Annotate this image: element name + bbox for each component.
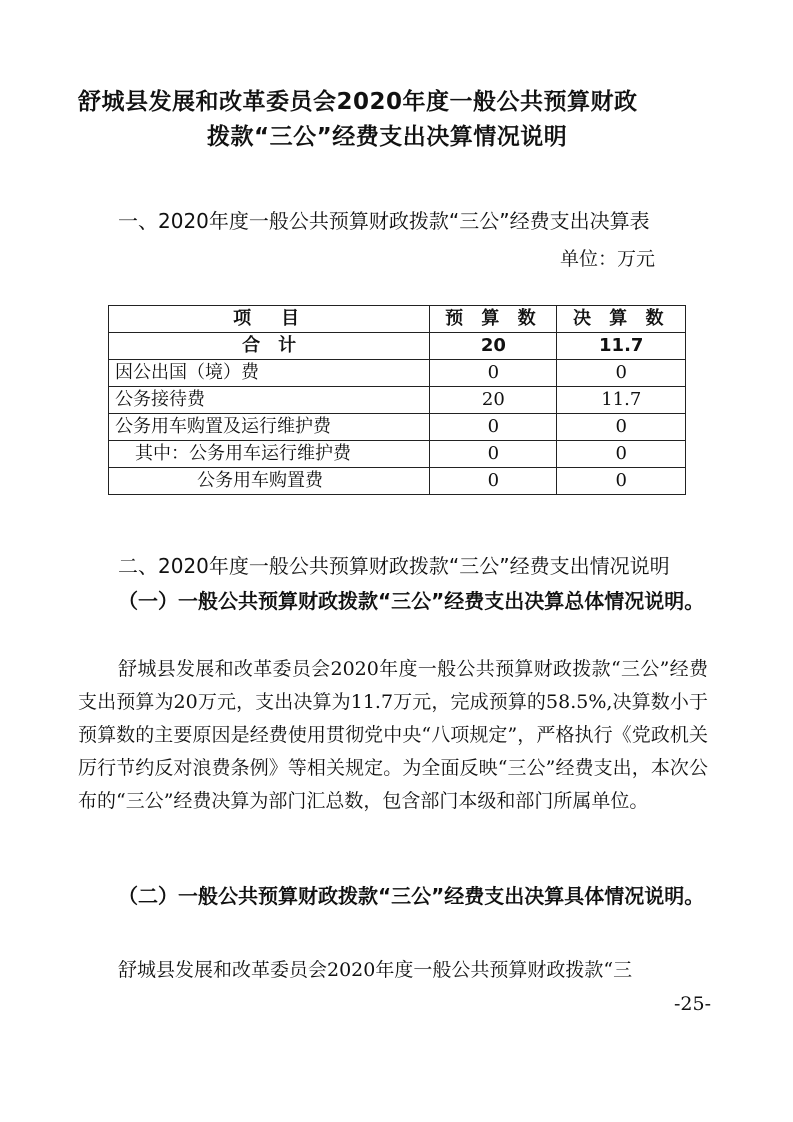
row-final: 0 xyxy=(557,414,686,441)
row-label: 公务用车购置费 xyxy=(109,468,430,495)
header-item: 项 目 xyxy=(109,306,430,333)
unit-label: 单位：万元 xyxy=(560,248,656,270)
row-budget: 0 xyxy=(430,468,557,495)
row-final: 0 xyxy=(557,441,686,468)
row-label: 其中：公务用车运行维护费 xyxy=(109,441,430,468)
row-label: 公务接待费 xyxy=(109,387,430,414)
three-public-expenses-table xyxy=(108,305,686,495)
row-final: 0 xyxy=(557,360,686,387)
table-row xyxy=(109,468,686,495)
row-budget: 0 xyxy=(430,441,557,468)
document-title-line2: 拨款“三公”经费支出决算情况说明 xyxy=(207,124,568,150)
table-row-total xyxy=(109,333,686,360)
row-label: 公务用车购置及运行维护费 xyxy=(109,414,430,441)
body-paragraph-1: 舒城县发展和改革委员会2020年度一般公共预算财政拨款“三公”经费支出预算为20万元，支出决算为11.7万元，完成预算的58.5%,决算数小于预算数的主要原因是经费使用贯彻党中央“八项规定”，严格执行《党政机关厉行节约反对浪费条例》等相关规定。为全面反映“三公”经费支出，本次公布的“三公”经费决算为部门汇总数，包含部门本级和部门所属单位。 xyxy=(78,658,708,812)
section2-heading: 二、2020年度一般公共预算财政拨款“三公”经费支出情况说明 xyxy=(118,554,670,578)
subsection1-heading: （一）一般公共预算财政拨款“三公”经费支出决算总体情况说明。 xyxy=(118,589,705,613)
table-row xyxy=(109,387,686,414)
row-budget: 20 xyxy=(430,387,557,414)
page-number: -25- xyxy=(674,993,712,1015)
table-row xyxy=(109,441,686,468)
table-row xyxy=(109,414,686,441)
row-final: 0 xyxy=(557,468,686,495)
table-row xyxy=(109,360,686,387)
row-budget: 0 xyxy=(430,360,557,387)
total-final: 11.7 xyxy=(557,333,686,360)
header-budget: 预 算 数 xyxy=(430,306,557,333)
subsection2-heading: （二）一般公共预算财政拨款“三公”经费支出决算具体情况说明。 xyxy=(118,884,705,908)
total-label: 合 计 xyxy=(109,333,430,360)
header-final: 决 算 数 xyxy=(557,306,686,333)
row-final: 11.7 xyxy=(557,387,686,414)
total-budget: 20 xyxy=(430,333,557,360)
document-title-line1: 舒城县发展和改革委员会2020年度一般公共预算财政 xyxy=(78,89,638,115)
section1-heading: 一、2020年度一般公共预算财政拨款“三公”经费支出决算表 xyxy=(118,209,650,233)
table-header-row xyxy=(109,306,686,333)
row-label: 因公出国（境）费 xyxy=(109,360,430,387)
row-budget: 0 xyxy=(430,414,557,441)
body-paragraph-2: 舒城县发展和改革委员会2020年度一般公共预算财政拨款“三 xyxy=(118,959,633,981)
